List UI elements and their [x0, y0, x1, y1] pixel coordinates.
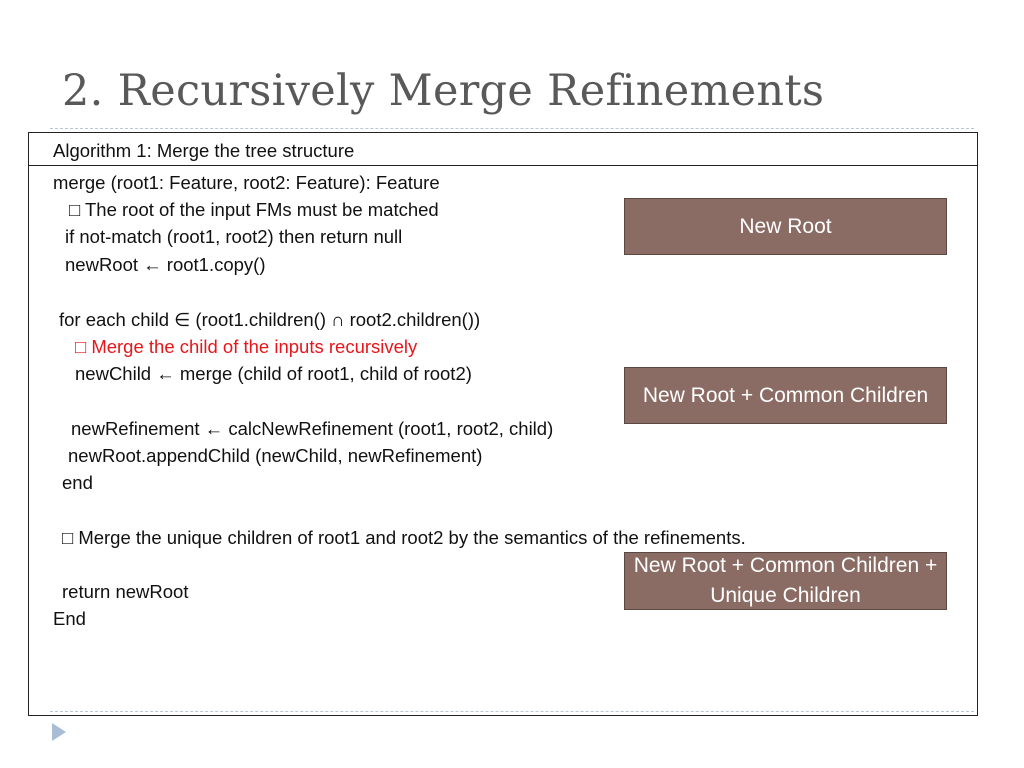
slide-title: 2. Recursively Merge Refinements — [62, 66, 825, 116]
code-line-return: return newRoot — [62, 581, 189, 602]
code-comment-unique-children: □ Merge the unique children of root1 and root2 by the semantics of the refinements. — [62, 527, 746, 548]
note-common-children — [624, 367, 947, 424]
note-new-root — [624, 198, 947, 255]
code-line-newchild: newChild ← merge (child of root1, child of root2) — [75, 363, 472, 384]
code-comment-merge-recursive: □ Merge the child of the inputs recursively — [75, 336, 418, 357]
note-common-children-label: New Root + Common Children — [642, 383, 929, 407]
code-comment-root-match: □ The root of the input FMs must be matched — [69, 199, 439, 220]
play-triangle-icon[interactable] — [52, 723, 66, 741]
note-new-root-label: New Root — [739, 214, 832, 238]
code-line-newroot-copy: newRoot ← root1.copy() — [65, 254, 266, 275]
code-line-signature: merge (root1: Feature, root2: Feature): Feature — [53, 172, 440, 193]
code-line-newrefinement: newRefinement ← calcNewRefinement (root1, root2, child) — [71, 418, 554, 439]
code-line-end-for: end — [62, 472, 93, 493]
code-line-not-match: if not-match (root1, root2) then return null — [65, 226, 403, 247]
algorithm-title: Algorithm 1: Merge the tree structure — [53, 140, 355, 161]
code-line-appendchild: newRoot.appendChild (newChild, newRefinement) — [68, 445, 483, 466]
algorithm-header — [29, 133, 977, 166]
code-line-end: End — [53, 608, 86, 629]
top-divider — [50, 128, 974, 129]
note-unique-children-label: New Root + Common Children + Unique Children — [633, 554, 938, 607]
code-line-for-each: for each child ∈ (root1.children() ∩ root2.children()) — [59, 309, 481, 330]
bottom-divider — [50, 711, 974, 712]
note-unique-children — [624, 552, 947, 610]
